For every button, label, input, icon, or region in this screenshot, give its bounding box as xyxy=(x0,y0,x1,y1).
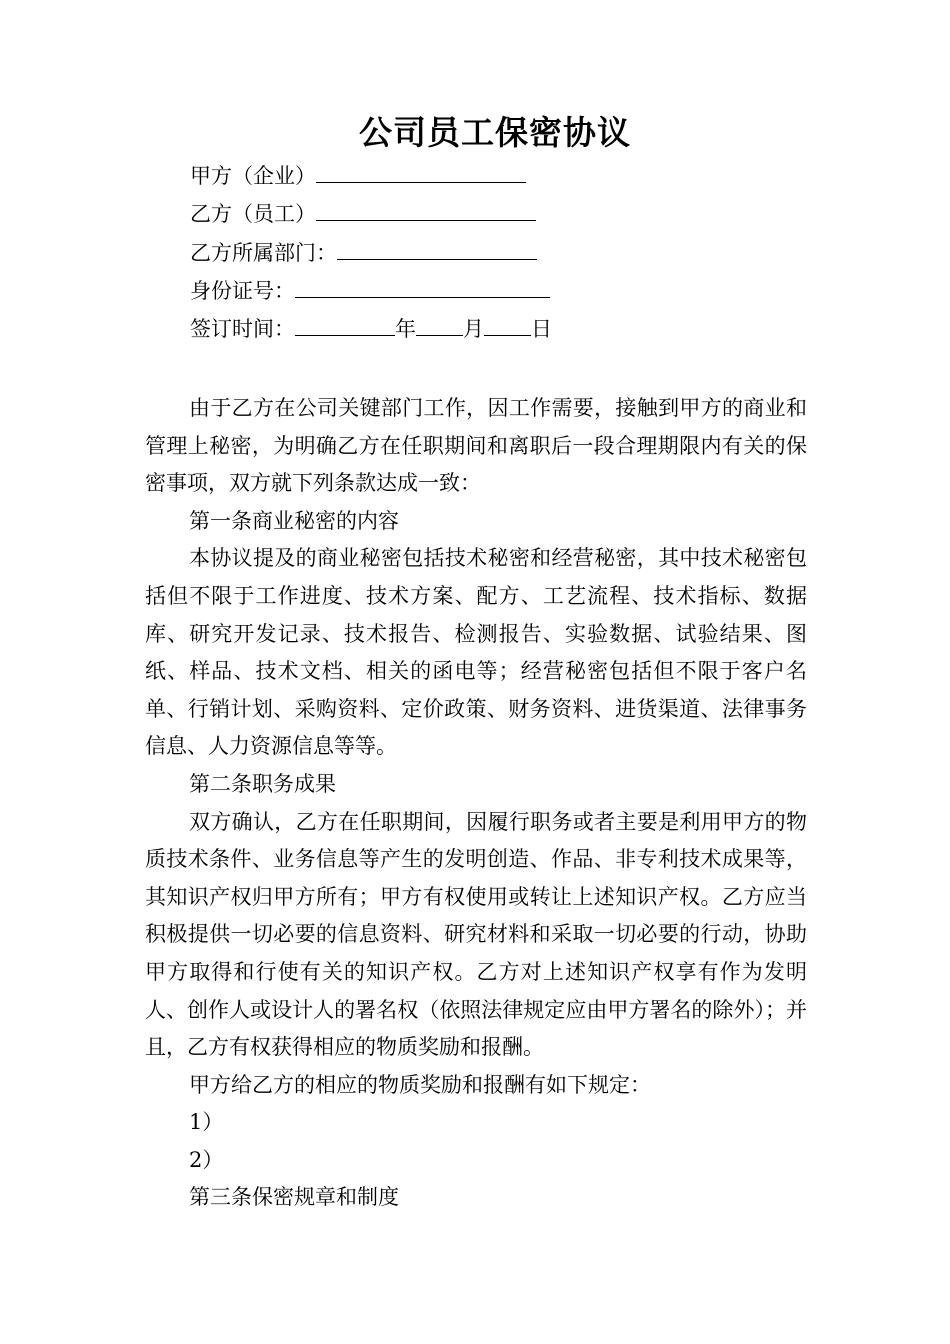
month-unit: 月 xyxy=(463,317,484,341)
department-label: 乙方所属部门： xyxy=(190,241,337,265)
party-b-blank xyxy=(316,202,536,221)
id-number-field xyxy=(190,276,550,306)
article-2-heading: 第二条职务成果 xyxy=(189,771,336,796)
party-a-field xyxy=(190,161,526,191)
agreement-body xyxy=(145,390,807,1217)
sign-date-field xyxy=(190,314,552,344)
reward-intro: 甲方给乙方的相应的物质奖励和报酬有如下规定： xyxy=(189,1072,651,1097)
article-2-body: 双方确认，乙方在任职期间，因履行职务或者主要是利用甲方的物质技术条件、业务信息等产生的发明创造、作品、非专利技术成果等，其知识产权归甲方所有；甲方有权使用或转让上述知识产权。乙方应当积极提供一切必要的信息资料、研究材料和采取一切必要的行动，协助甲方取得和行使有关的知识产权。乙方对上述知识产权享有作为发明人、创作人或设计人的署名权（依照法律规定应由甲方署名的除外）；并且，乙方有权获得相应的物质奖励和报酬。 xyxy=(145,809,807,1060)
id-number-blank xyxy=(295,279,550,298)
party-a-blank xyxy=(316,164,526,183)
intro-paragraph: 由于乙方在公司关键部门工作，因工作需要，接触到甲方的商业和管理上秘密，为明确乙方在任职期间和离职后一段合理期限内有关的保密事项，双方就下列条款达成一致： xyxy=(145,396,807,496)
department-blank xyxy=(337,241,537,260)
sign-date-label: 签订时间： xyxy=(190,317,295,341)
article-1-body: 本协议提及的商业秘密包括技术秘密和经营秘密，其中技术秘密包括但不限于工作进度、技术方案、配方、工艺流程、技术指标、数据库、研究开发记录、技术报告、检测报告、实验数据、试验结果、图纸、样品、技术文档、相关的函电等；经营秘密包括但不限于客户名单、行销计划、采购资料、定价政策、财务资料、进货渠道、法律事务信息、人力资源信息等等。 xyxy=(145,546,807,759)
year-blank xyxy=(295,317,395,336)
year-unit: 年 xyxy=(395,317,416,341)
party-b-label: 乙方（员工） xyxy=(190,202,316,226)
article-3-heading: 第三条保密规章和制度 xyxy=(189,1185,399,1210)
day-unit: 日 xyxy=(531,317,552,341)
document-title: 公司员工保密协议 xyxy=(359,113,631,152)
month-blank xyxy=(416,317,463,336)
reward-item-2: 2） xyxy=(189,1147,224,1172)
party-a-label: 甲方（企业） xyxy=(190,164,316,188)
reward-item-1: 1） xyxy=(189,1110,224,1135)
day-blank xyxy=(484,317,531,336)
party-b-field xyxy=(190,199,536,229)
department-field xyxy=(190,238,537,268)
id-number-label: 身份证号： xyxy=(190,279,295,303)
article-1-heading: 第一条商业秘密的内容 xyxy=(189,508,399,533)
